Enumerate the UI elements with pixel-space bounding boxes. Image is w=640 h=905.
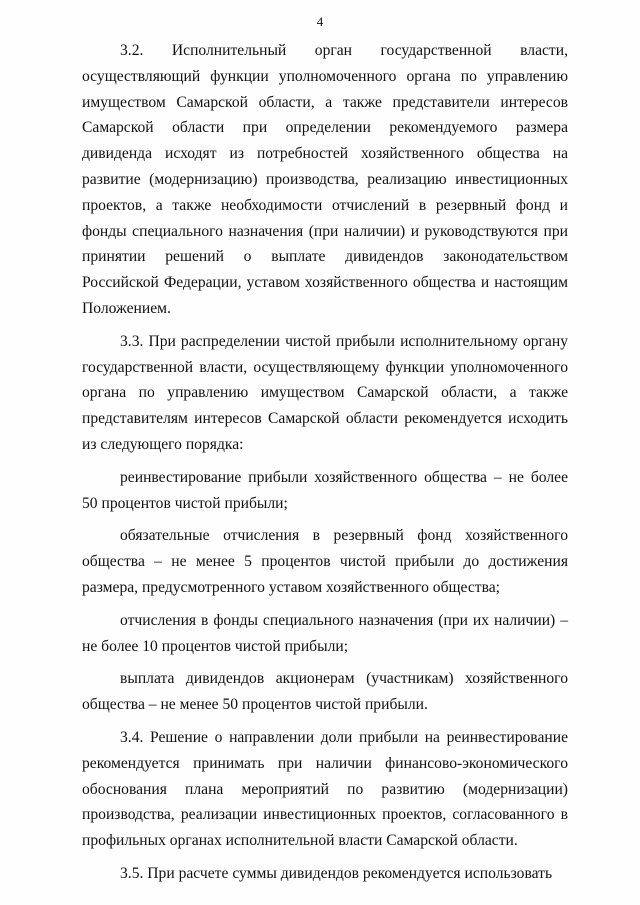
list-item-reinvestment: реинвестирование прибыли хозяйственного общества – не более 50 процентов чистой прибыли; — [82, 468, 568, 512]
document-body — [82, 38, 568, 887]
page-number: 4 — [316, 14, 324, 29]
paragraph-3-2: 3.2. Исполнительный орган государственной власти, осуществляющий функции уполномоченного органа по управлению имуществом Самарской области, а также представители интересов Самарской области при определении рекомендуемого размера дивиденда исходят из потребностей хозяйственного общества на развитие (модернизацию) производства, реализацию инвестиционных проектов, а также необходимости отчислений в резервный фонд и фонды специального назначения (при наличии) и руководствуются при принятии решений о выплате дивидендов законодательством Российской Федерации, уставом хозяйственного общества и настоящим Положением. — [82, 42, 568, 317]
list-item-special-funds: отчисления в фонды специального назначения (при их наличии) – не более 10 процентов чистой прибыли; — [82, 611, 568, 655]
paragraph-3-4: 3.4. Решение о направлении доли прибыли на реинвестирование рекомендуется принимать при наличии финансово-экономического обоснования плана мероприятий по развитию (модернизации) производства, реализации инвестиционных проектов, согласованного в профильных органах исполнительной власти Самарской области. — [82, 728, 568, 850]
paragraph-3-3: 3.3. При распределении чистой прибыли исполнительному органу государственной власти, осуществляющему функции уполномоченного органа по управлению имуществом Самарской области, а также представителям интересов Самарской области рекомендуется исходить из следующего порядка: — [82, 332, 568, 453]
list-item-reserve-fund: обязательные отчисления в резервный фонд хозяйственного общества – не менее 5 процентов чистой прибыли до достижения размера, предусмотренного уставом хозяйственного общества; — [82, 527, 568, 596]
paragraph-3-5: 3.5. При расчете суммы дивидендов рекомендуется использовать — [120, 864, 553, 882]
list-item-dividends: выплата дивидендов акционерам (участникам) хозяйственного общества – не менее 50 процентов чистой прибыли. — [82, 670, 568, 714]
